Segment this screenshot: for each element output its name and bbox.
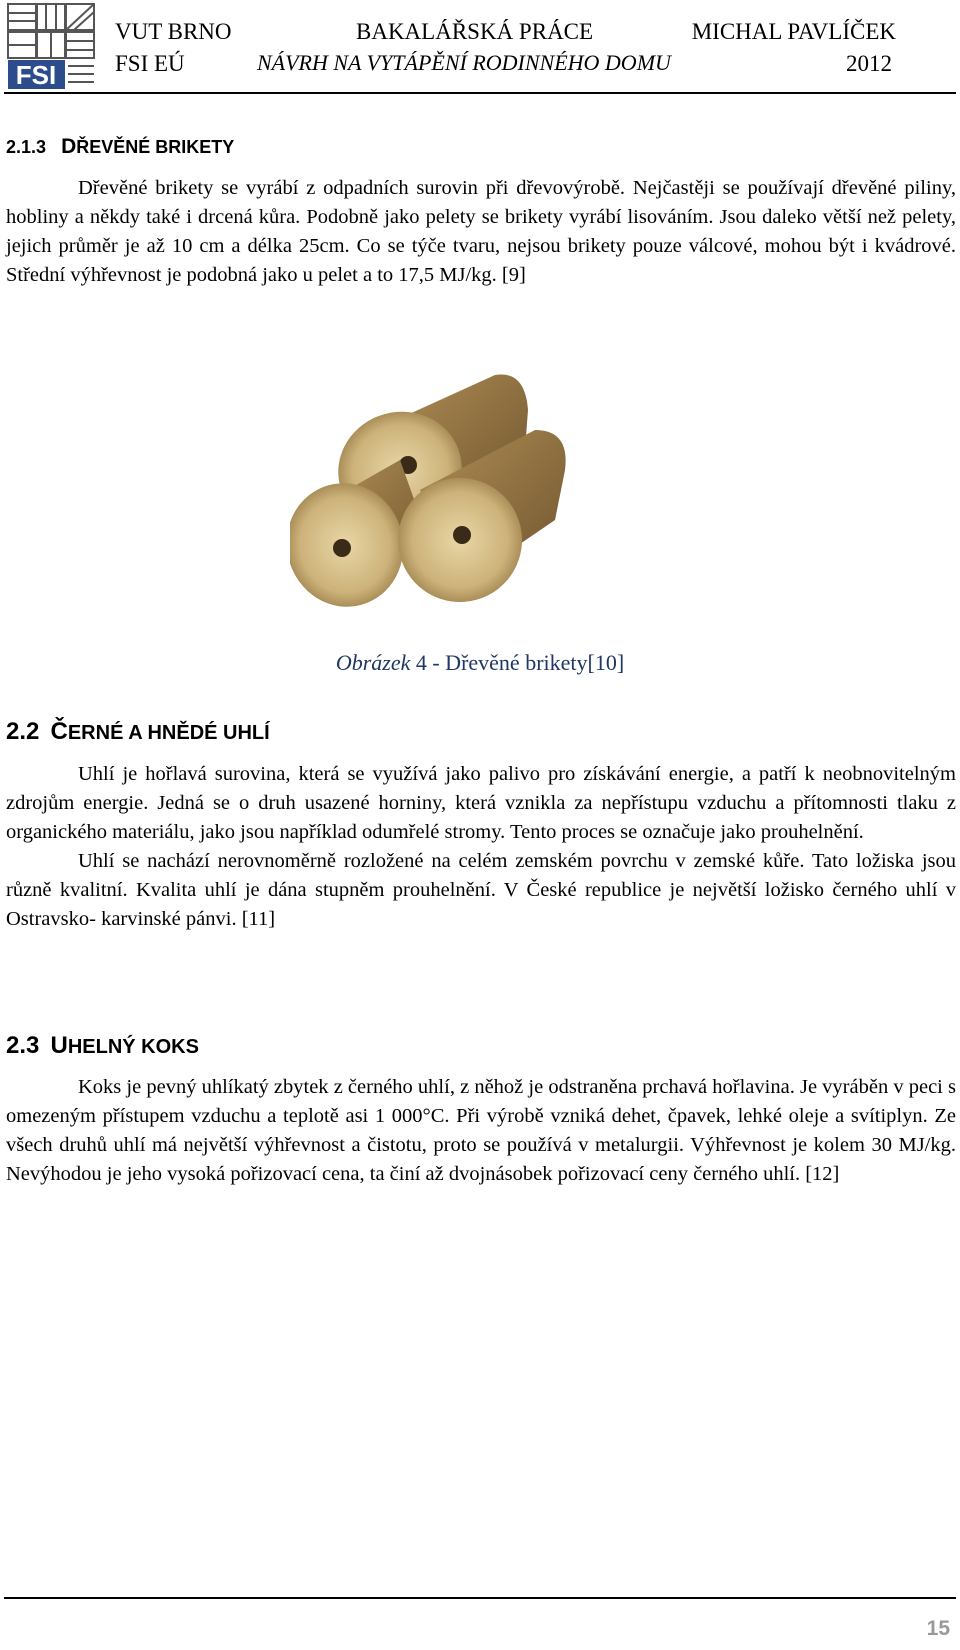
page-header <box>0 0 960 96</box>
section-number: 2.3 <box>6 1032 40 1059</box>
header-faculty: FSI EÚ <box>115 51 185 76</box>
faculty-logo <box>6 2 96 90</box>
paragraph-text: Koks je pevný uhlíkatý zbytek z černého uhlí, z něhož je odstraněna prchavá hořlavina. Je vyráběn v peci s omezeným přístupem vzduchu a teplotě asi 1 000°C. Při výrobě vzniká dehet, čpavek, lehké oleje a svítiplyn. Ze všech druhů uhlí má největší výhřevnost a čistotu, proto se používá v metalurgii. Výhřevnost je kolem 30 MJ/kg. Nevýhodou je jeho vysoká pořizovací cena, ta činí až dvojnásobek pořizovací ceny černého uhlí. [12] <box>6 1076 956 1185</box>
section-title-initial: Č <box>50 718 68 745</box>
paragraph-briquettes <box>6 174 956 290</box>
wood-briquettes-photo <box>290 370 600 620</box>
section-title-rest: HELNÝ KOKS <box>67 1036 199 1058</box>
section-number: 2.1.3 <box>6 137 47 157</box>
paragraph-text: Uhlí se nachází nerovnoměrně rozložené na celém zemském povrchu v zemské kůře. Tato ložiska jsou různě kvalitní. Kvalita uhlí je dána stupněm prouhelnění. V České republice je největší ložisko černého uhlí v Ostravsko- karvinské pánvi. [11] <box>6 850 956 930</box>
section-heading-2-1-3 <box>6 135 234 159</box>
paragraph-coal <box>6 760 956 934</box>
section-heading-2-2 <box>6 718 270 746</box>
figure-caption <box>0 650 960 676</box>
page-number: 15 <box>926 1617 950 1640</box>
header-year: 2012 <box>846 51 892 76</box>
caption-text: - Dřevěné brikety[10] <box>432 650 625 675</box>
header-thesis-title: NÁVRH NA VYTÁPĚNÍ RODINNÉHO DOMU <box>257 50 671 75</box>
footer-rule <box>4 1597 956 1599</box>
caption-prefix: Obrázek <box>335 650 411 675</box>
section-title-rest: ERNÉ A HNĚDÉ UHLÍ <box>67 722 270 744</box>
section-heading-2-3 <box>6 1032 199 1060</box>
paragraph-text: Uhlí je hořlavá surovina, která se využívá jako palivo pro získávání energie, a patří k neobnovitelným zdrojům energie. Jedná se o druh usazené horniny, která vznikla za nepřístupu vzduchu a přítomnosti tlaku z organického materiálu, jako jsou například odumřelé stromy. Tento proces se označuje jako prouhelnění. <box>6 763 956 843</box>
header-author: MICHAL PAVLÍČEK <box>691 19 896 44</box>
header-university: VUT BRNO <box>115 19 232 44</box>
paragraph-text: Dřevěné brikety se vyrábí z odpadních surovin při dřevovýrobě. Nejčastěji se používají dřevěné piliny, hobliny a někdy také i drcená kůra. Podobně jako pelety se brikety vyrábí lisováním. Jsou daleko větší než pelety, jejich průměr je až 10 cm a délka 25cm. Co se týče tvaru, nejsou brikety pouze válcové, mohou být i kvádrové. Střední výhřevnost je podobná jako u pelet a to 17,5 MJ/kg. [9] <box>6 177 956 286</box>
paragraph-coke <box>6 1073 956 1189</box>
header-rule <box>4 92 956 94</box>
section-title-initial: U <box>50 1032 68 1059</box>
section-number: 2.2 <box>6 718 40 745</box>
section-title-rest: ŘEVĚNÉ BRIKETY <box>76 137 235 157</box>
logo-text: FSI <box>15 60 57 90</box>
header-thesis-type: BAKALÁŘSKÁ PRÁCE <box>356 19 594 44</box>
caption-number: 4 <box>415 650 427 675</box>
section-title-initial: D <box>61 135 77 158</box>
